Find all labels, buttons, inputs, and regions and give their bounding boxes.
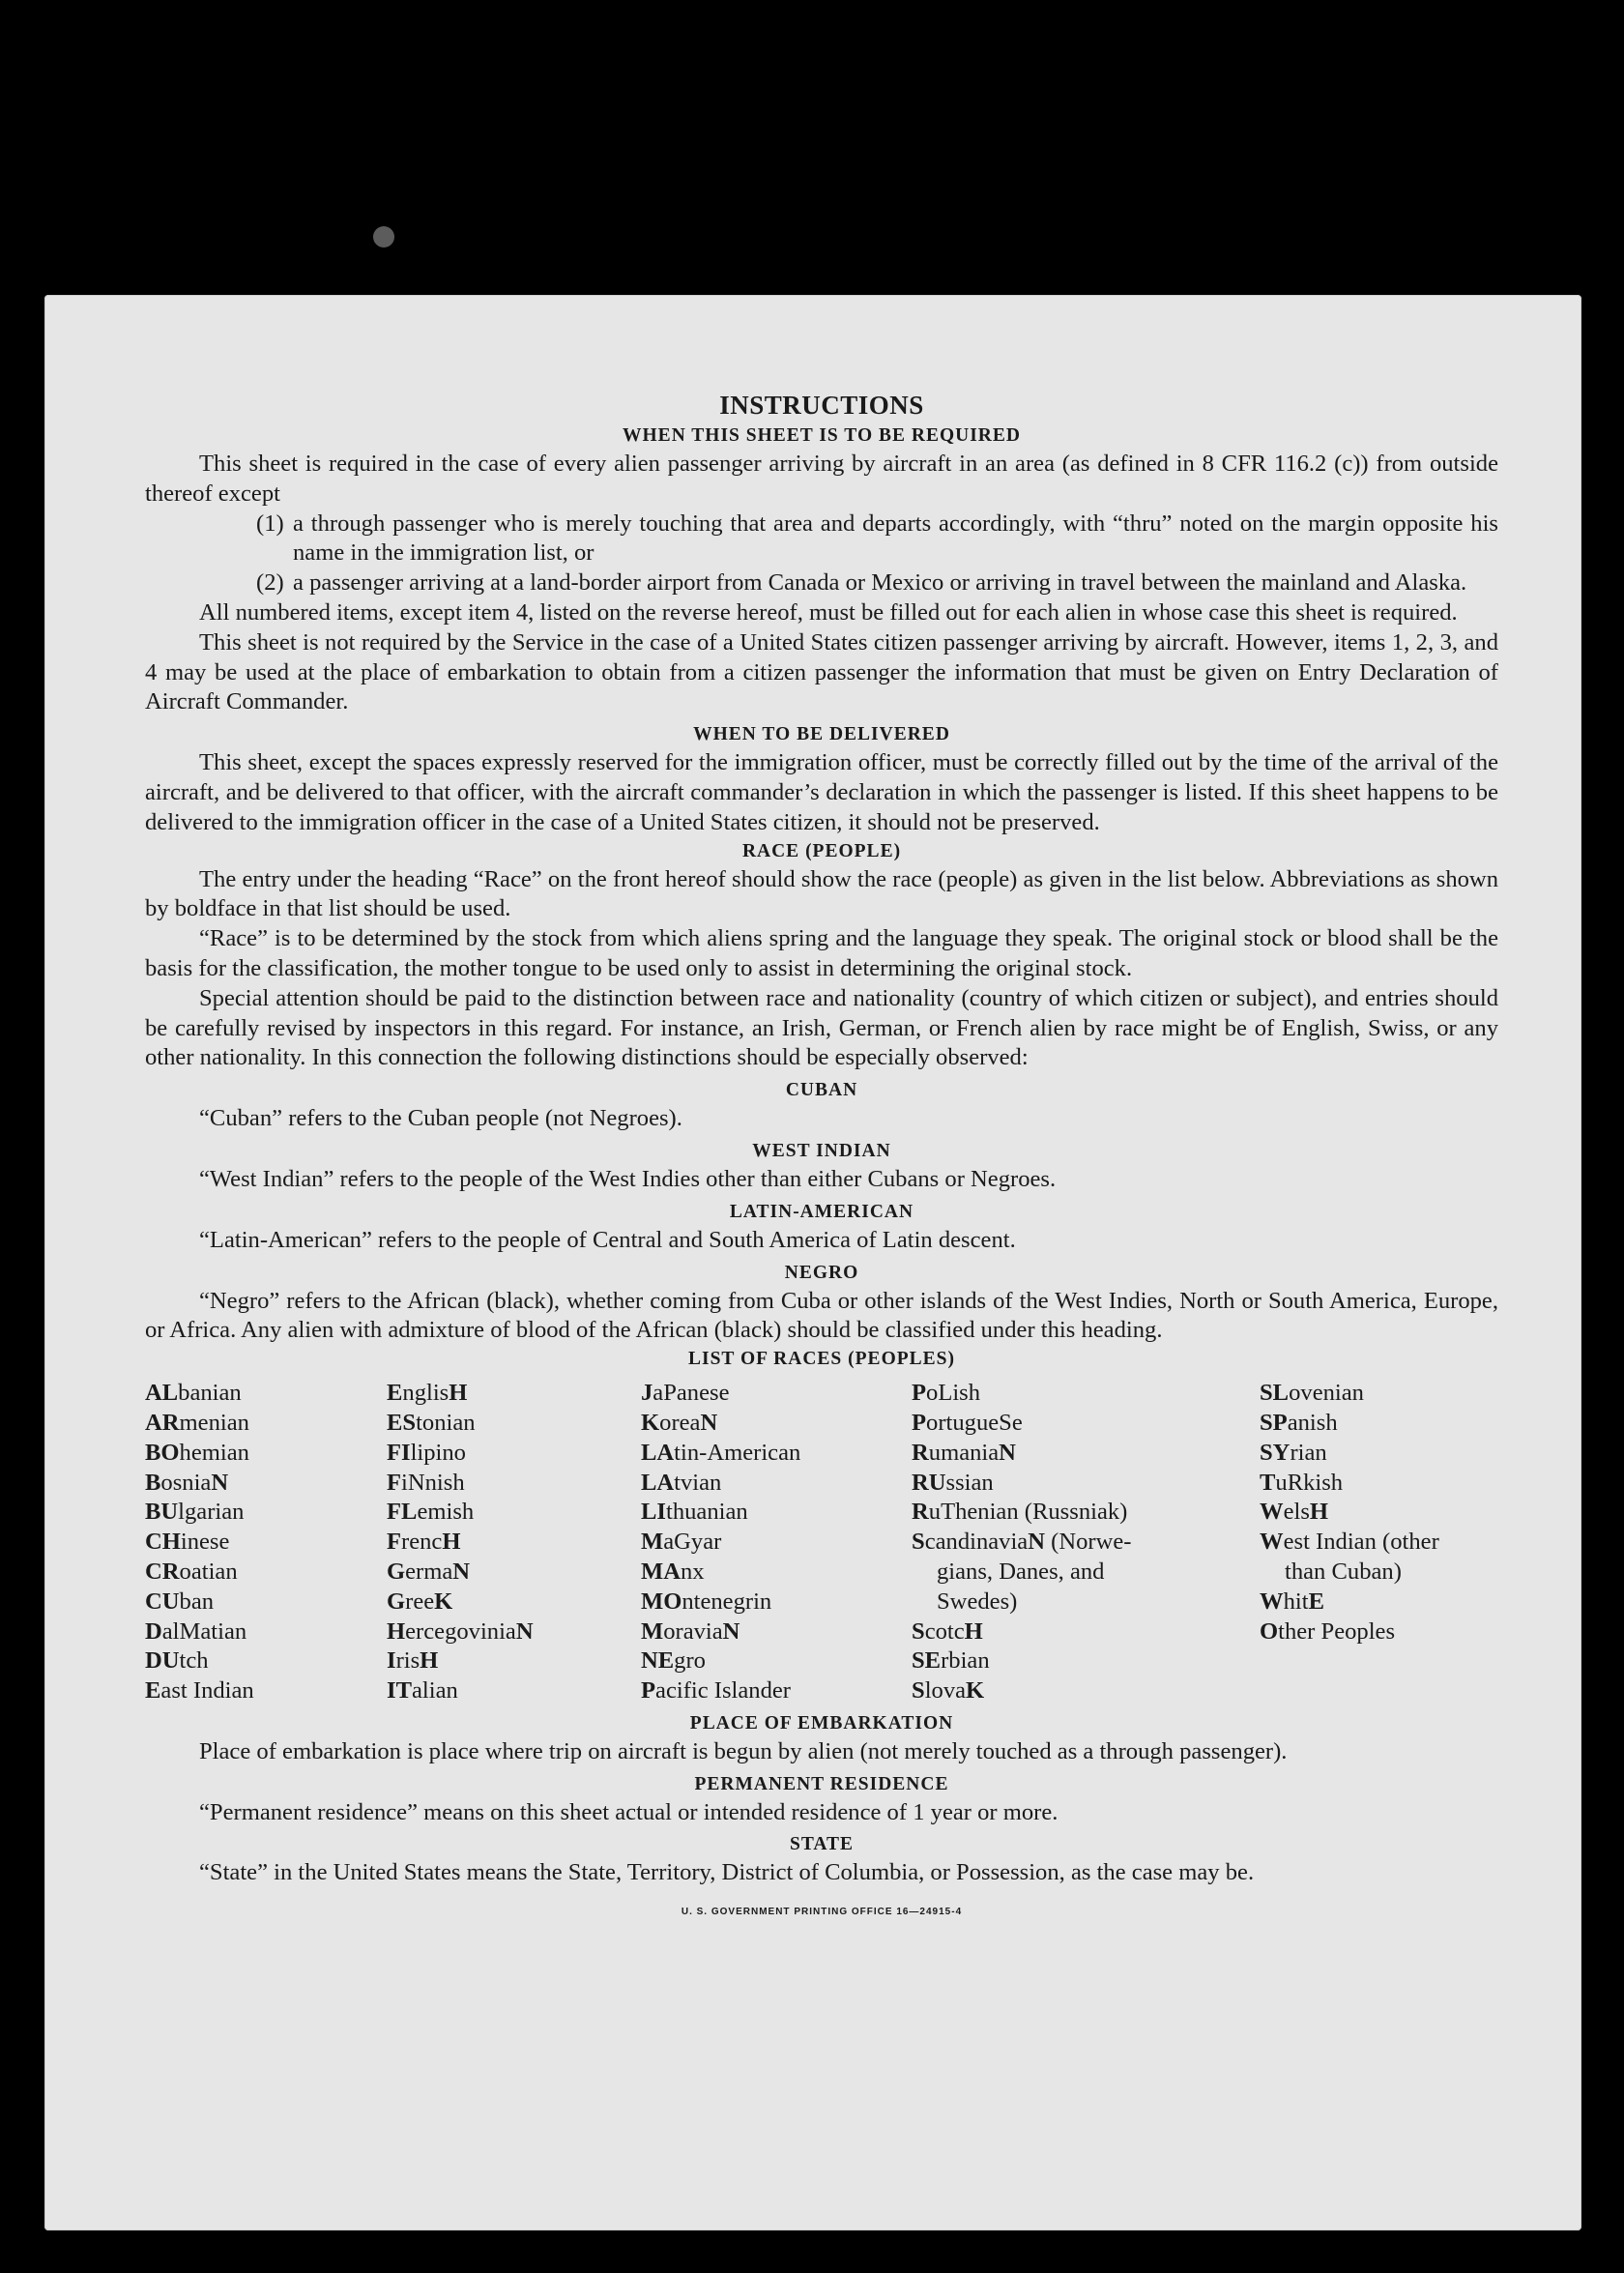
race-entry: SPanish bbox=[1260, 1409, 1338, 1436]
race-entry: HercegoviniaN bbox=[387, 1617, 534, 1645]
race-entry: West Indian (other bbox=[1260, 1529, 1439, 1556]
race-entry: ScandinaviaN (Norwe- bbox=[912, 1529, 1132, 1556]
race-entry: MaGyar bbox=[641, 1529, 722, 1556]
race-entry: DUtch bbox=[145, 1647, 209, 1675]
race-entry: RumaniaN bbox=[912, 1439, 1016, 1466]
latin-american-paragraph: “Latin-American” refers to the people of Central and South America of Latin descent. bbox=[199, 1226, 1016, 1253]
races-column-3 bbox=[641, 1379, 912, 1706]
race-paragraph-2: “Race” is to be determined by the stock from which aliens spring and the language they speak. The original stock or blood shall be the basis for the classification, the mother tongue to be used only to assist in determining the original stock. bbox=[145, 925, 1498, 981]
race-entry: IrisH bbox=[387, 1647, 439, 1675]
race-entry: DalMatian bbox=[145, 1617, 247, 1645]
instruction-sheet bbox=[44, 295, 1581, 2230]
race-entry: MAnx bbox=[641, 1558, 705, 1585]
exception-item-1 bbox=[145, 510, 1498, 569]
race-entry: East Indian bbox=[145, 1677, 254, 1705]
cuban-paragraph: “Cuban” refers to the Cuban people (not Negroes). bbox=[199, 1105, 682, 1132]
race-entry: NEgro bbox=[641, 1647, 706, 1675]
page-title: INSTRUCTIONS bbox=[719, 391, 924, 420]
race-entry: TuRkish bbox=[1260, 1469, 1344, 1496]
sheet-content bbox=[145, 388, 1498, 1928]
when-delivered-paragraph: This sheet, except the spaces expressly reserved for the immigration officer, must be correctly filled out by the time of the arrival of the aircraft, and be delivered to that officer, with the aircraft commander’s declaration in which the passenger is listed. If this sheet happens to be delivered to the immigration officer in the case of a United States citizen, it should not be preserved. bbox=[145, 749, 1498, 835]
race-entry: ARmenian bbox=[145, 1409, 249, 1436]
race-entry: SLovenian bbox=[1260, 1380, 1364, 1407]
heading-negro: NEGRO bbox=[784, 1262, 859, 1283]
scan-speck bbox=[373, 226, 394, 248]
heading-latin-american: LATIN-AMERICAN bbox=[729, 1201, 914, 1222]
race-entry: MoraviaN bbox=[641, 1617, 740, 1645]
race-entry: Swedes) bbox=[937, 1588, 1018, 1615]
race-entry: SErbian bbox=[912, 1647, 990, 1675]
race-entry: FLemish bbox=[387, 1499, 475, 1526]
race-entry: LAtvian bbox=[641, 1469, 722, 1496]
heading-race: RACE (PEOPLE) bbox=[741, 840, 902, 861]
race-entry: WelsH bbox=[1260, 1499, 1329, 1526]
race-entry: gians, Danes, and bbox=[937, 1558, 1105, 1585]
race-entry: than Cuban) bbox=[1285, 1558, 1402, 1585]
races-column-2 bbox=[387, 1379, 641, 1706]
embarkation-paragraph: Place of embarkation is place where trip on aircraft is begun by alien (not merely touched as a through passenger). bbox=[199, 1737, 1288, 1764]
race-paragraph-3: Special attention should be paid to the distinction between race and nationality (country of which citizen or subject), and entries should be carefully revised by inspectors in this regard. For instance, an Irish, German, or French alien by race might be of English, Swiss, or any other nationality. In this connection the following distinctions should be especially observed: bbox=[145, 984, 1498, 1071]
race-entry: EnglisH bbox=[387, 1380, 468, 1407]
races-list bbox=[145, 1379, 1498, 1706]
race-entry: RuThenian (Russniak) bbox=[912, 1499, 1128, 1526]
residence-paragraph: “Permanent residence” means on this sheet actual or intended residence of 1 year or more. bbox=[199, 1798, 1058, 1825]
heading-when-delivered: WHEN TO BE DELIVERED bbox=[693, 724, 950, 745]
race-entry: FIlipino bbox=[387, 1439, 466, 1466]
races-column-5 bbox=[1260, 1379, 1501, 1706]
west-indian-paragraph: “West Indian” refers to the people of the West Indies other than either Cubans or Negroes. bbox=[199, 1165, 1057, 1192]
race-entry: Pacific Islander bbox=[641, 1677, 791, 1705]
race-entry: GermaN bbox=[387, 1558, 471, 1585]
race-entry: PortugueSe bbox=[912, 1409, 1023, 1436]
race-entry: SlovaK bbox=[912, 1677, 985, 1705]
races-column-4 bbox=[912, 1379, 1260, 1706]
race-entry: CHinese bbox=[145, 1529, 230, 1556]
race-entry: SYrian bbox=[1260, 1439, 1327, 1466]
citizen-paragraph: This sheet is not required by the Service in the case of a United States citizen passenger arriving by aircraft. However, items 1, 2, 3, and 4 may be used at the place of embarkation to obtain from a citizen passenger the information that must be given on Entry Declaration of Aircraft Commander. bbox=[145, 628, 1498, 715]
item-text: a passenger arriving at a land-border airport from Canada or Mexico or arriving in travel between the mainland and Alaska. bbox=[293, 569, 1467, 597]
race-entry: MOntenegrin bbox=[641, 1588, 772, 1615]
race-entry: ITalian bbox=[387, 1677, 458, 1705]
race-entry: LIthuanian bbox=[641, 1499, 748, 1526]
race-entry: KoreaN bbox=[641, 1409, 718, 1436]
heading-west-indian: WEST INDIAN bbox=[752, 1140, 891, 1161]
race-entry: GreeK bbox=[387, 1588, 453, 1615]
heading-state: STATE bbox=[789, 1834, 855, 1855]
heading-when-required: WHEN THIS SHEET IS TO BE REQUIRED bbox=[623, 425, 1021, 446]
race-entry: FiNnish bbox=[387, 1469, 465, 1496]
race-entry: JaPanese bbox=[641, 1380, 730, 1407]
race-entry: CRoatian bbox=[145, 1558, 238, 1585]
item-number: (1) bbox=[256, 510, 284, 537]
heading-permanent-residence: PERMANENT RESIDENCE bbox=[694, 1773, 949, 1794]
heading-cuban: CUBAN bbox=[785, 1080, 858, 1101]
race-entry: Other Peoples bbox=[1260, 1617, 1396, 1645]
printing-office-imprint: U. S. GOVERNMENT PRINTING OFFICE 16—24915-4 bbox=[681, 1907, 963, 1918]
race-entry: BosniaN bbox=[145, 1469, 229, 1496]
state-paragraph: “State” in the United States means the State, Territory, District of Columbia, or Possession, as the case may be. bbox=[199, 1859, 1255, 1886]
numbered-items-paragraph: All numbered items, except item 4, listed on the reverse hereof, must be filled out for each alien in whose case this sheet is required. bbox=[199, 598, 1458, 626]
race-paragraph-1: The entry under the heading “Race” on the front hereof should show the race (people) as given in the list below. Abbreviations as shown by boldface in that list should be used. bbox=[145, 865, 1498, 922]
heading-place-of-embarkation: PLACE OF EMBARKATION bbox=[689, 1712, 954, 1734]
race-entry: ALbanian bbox=[145, 1380, 242, 1407]
item-number: (2) bbox=[256, 569, 284, 597]
race-entry: LAtin-American bbox=[641, 1439, 801, 1466]
race-entry: PoLish bbox=[912, 1380, 981, 1407]
race-entry: CUban bbox=[145, 1588, 215, 1615]
race-entry: FrencH bbox=[387, 1529, 461, 1556]
race-entry: RUssian bbox=[912, 1469, 994, 1496]
race-entry: WhitE bbox=[1260, 1588, 1324, 1615]
item-text: a through passenger who is merely touching that area and departs accordingly, with “thru” noted on the margin opposite his name in the immigration list, or bbox=[293, 510, 1498, 567]
exception-item-2 bbox=[145, 568, 1498, 598]
races-column-1 bbox=[145, 1379, 387, 1706]
race-entry: EStonian bbox=[387, 1409, 476, 1436]
race-entry: BOhemian bbox=[145, 1439, 249, 1466]
heading-list-of-races: LIST OF RACES (PEOPLES) bbox=[687, 1349, 955, 1370]
race-entry: BUlgarian bbox=[145, 1499, 245, 1526]
when-required-intro: This sheet is required in the case of every alien passenger arriving by aircraft in an area (as defined in 8 CFR 116.2 (c)) from outside thereof except bbox=[145, 451, 1498, 507]
race-entry: ScotcH bbox=[912, 1617, 983, 1645]
negro-paragraph: “Negro” refers to the African (black), whether coming from Cuba or other islands of the West Indies, North or South America, Europe, or Africa. Any alien with admixture of blood of the African (black) should be classified under this heading. bbox=[145, 1287, 1498, 1344]
